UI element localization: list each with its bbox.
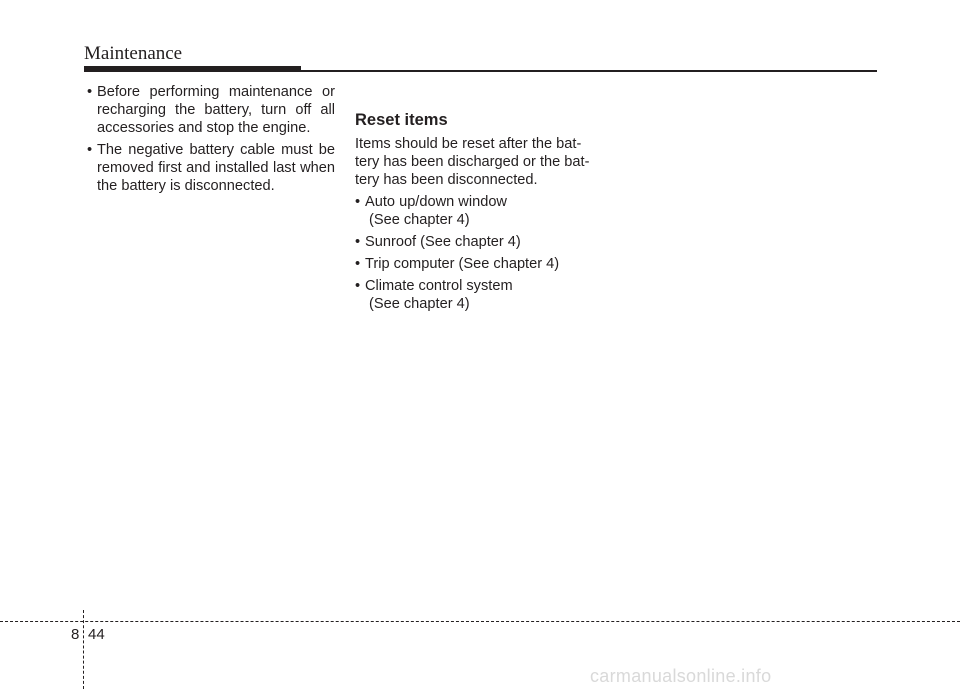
list-item (87, 141, 335, 195)
item-line: Trip computer (See chapter 4) (365, 256, 560, 272)
item-line: Auto up/down window (365, 194, 507, 210)
bullet-icon: • (355, 256, 361, 272)
bullet-icon: • (355, 234, 361, 250)
intro-line: Items should be reset after the bat- (355, 136, 582, 152)
page-number: 44 (88, 626, 105, 643)
header-rule-thin (301, 70, 877, 72)
caution-list (87, 83, 335, 195)
item-subline: (See chapter 4) (369, 296, 470, 312)
section-heading: Reset items (355, 111, 448, 129)
bullet-icon: • (355, 194, 361, 210)
bullet-icon: • (87, 84, 93, 100)
bullet-text: Before performing maintenance or recharging the battery, turn off all accessories and stop the engine. (97, 84, 335, 136)
intro-line: tery has been disconnected. (355, 172, 538, 188)
bullet-icon: • (87, 142, 93, 158)
watermark[interactable]: carmanualsonline.info (590, 666, 772, 686)
footer-rule (0, 621, 960, 622)
intro-paragraph (355, 135, 605, 189)
chapter-number: 8 (71, 626, 80, 643)
item-line: Sunroof (See chapter 4) (365, 234, 521, 250)
reset-items-list (355, 193, 605, 313)
header-title: Maintenance (84, 43, 183, 64)
intro-line: tery has been discharged or the bat- (355, 154, 590, 170)
bullet-text: The negative battery cable must be removed first and installed last when the battery is disconnected. (97, 142, 335, 194)
bullet-icon: • (355, 278, 361, 294)
list-item (355, 277, 605, 313)
right-column (355, 110, 605, 317)
list-item (355, 193, 605, 229)
list-item (87, 83, 335, 137)
list-item (355, 233, 605, 251)
header-rule-thick (84, 66, 301, 72)
item-subline: (See chapter 4) (369, 212, 470, 228)
left-column (87, 83, 335, 199)
item-line: Climate control system (365, 278, 513, 294)
list-item (355, 255, 605, 273)
footer-divider (83, 610, 84, 689)
